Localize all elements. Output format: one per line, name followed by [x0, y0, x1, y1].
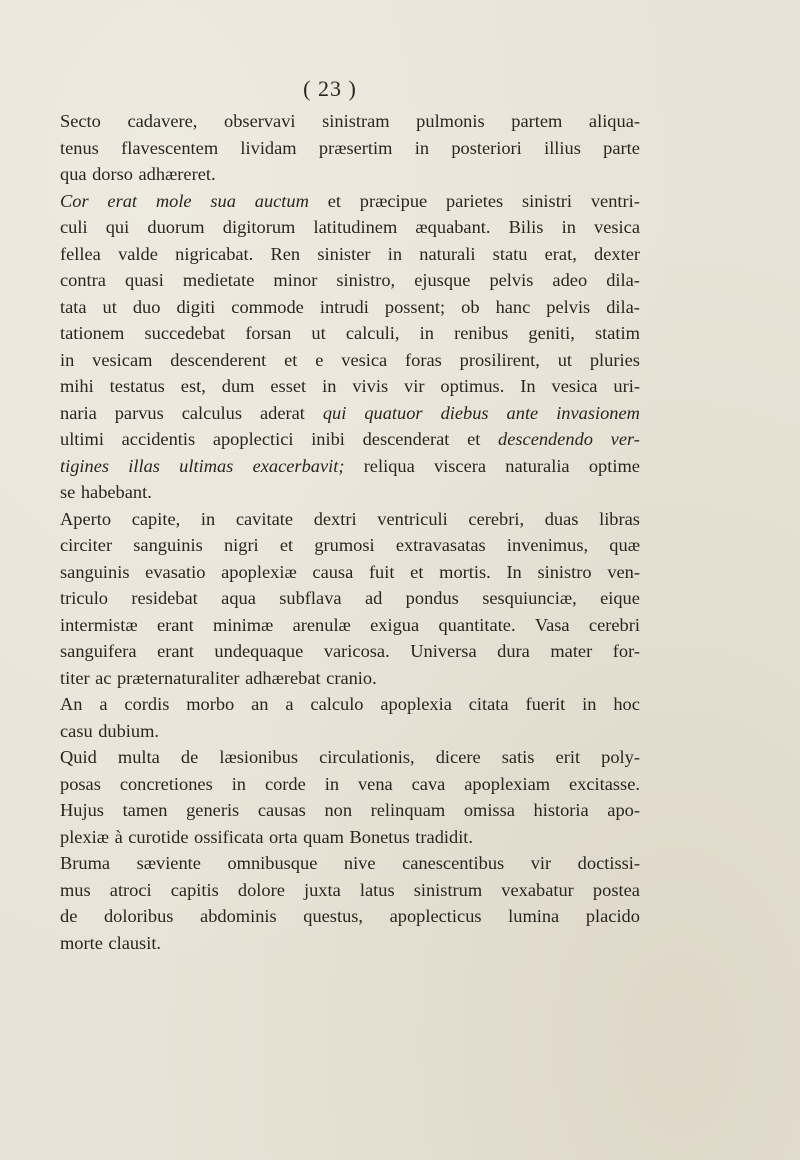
text-line [60, 797, 640, 824]
word: sesquiunciæ, [482, 588, 577, 608]
word: tenus [60, 137, 99, 158]
word: aliqua- [588, 111, 640, 131]
word: Quid [60, 747, 97, 767]
word: descenderat [362, 429, 450, 449]
word: nigricabat. [175, 243, 254, 264]
word: forsan [245, 323, 292, 343]
word: quam [303, 826, 344, 847]
word: vivis [352, 376, 389, 396]
word: circiter [60, 535, 113, 555]
word: corde [264, 773, 306, 794]
word: In [506, 561, 522, 582]
word: vesica [594, 217, 640, 237]
word: dura [497, 641, 530, 661]
word: ultimi [60, 429, 104, 449]
word: evasatio [145, 561, 206, 582]
word: relinquam [370, 800, 446, 820]
word: præternaturaliter [116, 667, 240, 688]
word: curotide [128, 826, 189, 847]
word: concretiones [119, 773, 213, 794]
body-text [60, 108, 640, 956]
word: in [387, 243, 403, 264]
word: prosilirent, [459, 349, 540, 370]
word: cerebri, [468, 508, 525, 529]
word: se [60, 482, 76, 502]
text-line [60, 771, 640, 798]
word: sinistro, [336, 270, 396, 290]
word: quatuor [364, 402, 423, 423]
word: statu [492, 243, 528, 264]
paragraph [60, 108, 640, 188]
word: plexiæ [60, 826, 110, 847]
word: Secto [60, 111, 101, 131]
text-line [60, 930, 640, 957]
word: doloribus [103, 906, 174, 926]
word: apoplecticus [389, 906, 482, 926]
word: pelvis [489, 270, 534, 290]
word: calculi, [345, 323, 400, 343]
word: uri- [613, 376, 640, 396]
word: vir [404, 376, 425, 396]
word: dextri [313, 508, 357, 529]
word: descenderent [170, 349, 267, 370]
word: in [582, 694, 597, 714]
word: exacerbavit; [252, 455, 345, 476]
word: accidentis [121, 429, 196, 449]
word: ad [364, 588, 383, 608]
word: dicere [435, 747, 481, 767]
word: succedebat [144, 323, 226, 343]
word: inibi [311, 429, 345, 449]
text-line [60, 320, 640, 347]
word: clausit. [108, 932, 162, 953]
word: dorso [92, 164, 133, 184]
word: morte [60, 932, 103, 953]
word: tradidit. [415, 826, 474, 847]
word: ut [311, 323, 326, 343]
text-line [60, 877, 640, 904]
word: præcipue [359, 190, 428, 211]
word: pluries [589, 349, 640, 370]
word: posteriori [451, 137, 522, 158]
word: extravasatas [395, 535, 486, 555]
word: ut [557, 349, 573, 370]
word: pondus [405, 588, 459, 608]
word: parte [603, 137, 640, 158]
word: tamen [122, 800, 168, 820]
word: causa [312, 561, 354, 582]
text-line [60, 373, 640, 400]
text-line [60, 585, 640, 612]
word: vesica [551, 376, 598, 396]
word: latitudinem [313, 217, 398, 237]
word: vir [530, 853, 552, 873]
word: erat [107, 190, 138, 211]
word: in [200, 508, 216, 529]
text-line [60, 850, 640, 877]
word: grumosi [314, 535, 375, 555]
word: ultimas [179, 455, 234, 476]
text-line [60, 744, 640, 771]
word: dubium. [98, 720, 159, 741]
word: in [322, 376, 337, 396]
word: ven- [607, 561, 640, 582]
text-line [60, 400, 640, 427]
word: apoplexia [380, 694, 452, 714]
word: ante [506, 402, 539, 423]
word: naturalia [505, 455, 570, 476]
word: naria [60, 402, 97, 423]
word: Bruma [60, 853, 111, 873]
word: est, [180, 376, 206, 396]
word: renibus [454, 323, 509, 343]
word: in [231, 773, 246, 794]
word: postea [592, 879, 640, 900]
word: tationem [60, 323, 125, 343]
word: titer [60, 667, 90, 688]
text-line [60, 506, 640, 533]
word: quasi [125, 270, 164, 290]
word: fuit [368, 561, 395, 582]
word: erat, [544, 243, 577, 264]
word: non [324, 800, 353, 820]
word: digitorum [222, 217, 296, 237]
word: et [467, 429, 481, 449]
word: apoplexiæ [221, 561, 297, 582]
word: dexter [594, 243, 640, 264]
word: dila- [606, 270, 640, 290]
word: et [410, 561, 424, 582]
word: vesicam [92, 349, 153, 370]
word: Universa [410, 641, 477, 661]
word: vexabatur [501, 879, 574, 900]
word: libras [599, 508, 640, 529]
word: mater [550, 641, 593, 661]
word: multa [117, 747, 160, 767]
word: optimus. [440, 376, 505, 396]
word: ver- [610, 429, 640, 449]
word: An [60, 694, 83, 714]
word: exigua [370, 614, 420, 635]
word: adhærebat [245, 667, 321, 688]
word: optime [588, 455, 640, 476]
word: sinister [317, 243, 371, 264]
word: cranio. [326, 667, 377, 688]
word: vesica [341, 349, 388, 370]
word: a [99, 694, 108, 714]
text-line [60, 161, 640, 188]
text-line [60, 347, 640, 374]
paragraph [60, 850, 640, 956]
word: fellea [60, 243, 101, 264]
word: mortis. [439, 561, 491, 582]
word: habebant. [80, 482, 152, 502]
word: in [419, 323, 434, 343]
word: quantitate. [438, 614, 516, 635]
word: residebat [131, 588, 198, 608]
word: adhæreret. [138, 164, 216, 184]
word: culi [60, 217, 88, 237]
word: apo- [607, 800, 640, 820]
word: aderat [259, 402, 305, 423]
word: morbo [186, 694, 235, 714]
word: an [251, 694, 269, 714]
word: invenimus, [506, 535, 589, 555]
text-line [60, 665, 640, 692]
word: in [324, 773, 340, 794]
word: causas [257, 800, 306, 820]
word: esset [270, 376, 307, 396]
word: apoplectici [212, 429, 294, 449]
word: questus, [303, 906, 364, 926]
word: invasionem [556, 402, 640, 423]
word: nigri [223, 535, 259, 555]
word: lumina [508, 906, 560, 926]
word: circulationis, [319, 747, 415, 767]
word: arenulæ [292, 614, 351, 635]
word: descendendo [498, 429, 593, 449]
word: duas [544, 508, 579, 529]
word: ventriculi [377, 508, 448, 529]
word: æquabant. [415, 217, 491, 237]
word: undequaque [214, 641, 304, 661]
word: juxta [303, 879, 341, 900]
word: abdominis [200, 906, 277, 926]
page-number: ( 23 ) [303, 76, 357, 101]
word: ejusque [414, 270, 471, 290]
word: ac [95, 667, 112, 688]
word: sinistram [322, 111, 390, 131]
word: poly- [601, 747, 640, 767]
text-line [60, 612, 640, 639]
word: sua [210, 190, 236, 211]
word: erit [555, 747, 581, 767]
word: Vasa [534, 614, 570, 635]
word: erant [157, 641, 194, 661]
word: quæ [609, 535, 640, 555]
word: valde [118, 243, 158, 264]
word: Aperto [60, 508, 112, 529]
text-line [60, 903, 640, 930]
word: observavi [224, 111, 296, 131]
word: naturali [419, 243, 476, 264]
word: possent; [384, 296, 446, 317]
word: digiti [176, 296, 216, 317]
word: capitis [170, 879, 219, 900]
word: canescentibus [402, 853, 505, 873]
word: cava [411, 773, 446, 794]
word: mihi [60, 376, 94, 396]
word: omissa [463, 800, 515, 820]
word: sanguinis [133, 535, 203, 555]
text-line [60, 188, 640, 215]
text-line [60, 824, 640, 851]
word: intrudi [319, 296, 369, 317]
word: illas [128, 455, 160, 476]
word: fuerit [525, 694, 566, 714]
word: statim [595, 323, 640, 343]
text-line [60, 267, 640, 294]
word: subflava [279, 588, 342, 608]
word: geniti, [528, 323, 575, 343]
word: minimæ [213, 614, 274, 635]
word: duorum [147, 217, 205, 237]
word: viscera [433, 455, 487, 476]
word: satis [501, 747, 535, 767]
word: calculus [181, 402, 242, 423]
word: erant [156, 614, 194, 635]
word: minor [273, 270, 318, 290]
word: eique [600, 588, 640, 608]
word: contra [60, 270, 106, 290]
word: medietate [182, 270, 255, 290]
word: et [279, 535, 294, 555]
text-line [60, 108, 640, 135]
word: mus [60, 879, 91, 900]
word: excitasse. [568, 773, 640, 794]
word: for- [612, 641, 640, 661]
word: casu [60, 720, 93, 741]
word: capite, [131, 508, 181, 529]
word: posas [60, 773, 101, 794]
word: commode [231, 296, 304, 317]
word: latus [359, 879, 395, 900]
word: præsertim [318, 137, 393, 158]
word: sanguinis [60, 561, 130, 582]
word: adeo [552, 270, 588, 290]
word: placido [585, 906, 640, 926]
word: hanc [495, 296, 531, 317]
paragraph [60, 506, 640, 692]
word: intermistæ [60, 614, 138, 635]
word: mole [155, 190, 192, 211]
word: nive [343, 853, 376, 873]
word: et [327, 190, 341, 211]
word: Bilis [508, 217, 544, 237]
word: illius [544, 137, 581, 158]
word: e [315, 349, 324, 370]
word: a [285, 694, 294, 714]
text-line [60, 532, 640, 559]
word: apoplexiam [464, 773, 551, 794]
word: parietes [445, 190, 504, 211]
word: sinistri [521, 190, 573, 211]
word: et [284, 349, 298, 370]
word: pelvis [546, 296, 591, 317]
word: qua [60, 164, 87, 184]
paragraph [60, 691, 640, 744]
word: foras [405, 349, 442, 370]
word: tigines [60, 455, 110, 476]
text-line [60, 135, 640, 162]
word: ut [102, 296, 117, 317]
text-line [60, 241, 640, 268]
text-line [60, 453, 640, 480]
word: sinistro [537, 561, 592, 582]
word: ossificata [194, 826, 264, 847]
word: hoc [613, 694, 640, 714]
word: cordis [124, 694, 170, 714]
word: tata [60, 296, 87, 317]
word: sinistrum [413, 879, 483, 900]
word: varicosa. [323, 641, 390, 661]
word: aqua [221, 588, 256, 608]
word: in [60, 349, 75, 370]
word: pulmonis [416, 111, 485, 131]
word: diebus [440, 402, 489, 423]
word: dum [221, 376, 255, 396]
word: sanguifera [60, 641, 137, 661]
word: auctum [254, 190, 309, 211]
word: omnibusque [227, 853, 318, 873]
word: calculo [310, 694, 364, 714]
word: in [414, 137, 430, 158]
word: qui [105, 217, 130, 237]
text-line [60, 294, 640, 321]
word: in [561, 217, 576, 237]
word: historia [533, 800, 589, 820]
word: testatus [109, 376, 165, 396]
word: triculo [60, 588, 109, 608]
text-line [60, 638, 640, 665]
word: reliqua [363, 455, 415, 476]
word: Ren [270, 243, 301, 264]
word: vena [357, 773, 393, 794]
word: qui [322, 402, 347, 423]
word: sæviente [136, 853, 201, 873]
word: lividam [240, 137, 297, 158]
word: læsionibus [219, 747, 299, 767]
text-line [60, 426, 640, 453]
word: parvus [114, 402, 164, 423]
word: In [520, 376, 536, 396]
word: cerebri [588, 614, 640, 635]
text-line [60, 214, 640, 241]
word: à [114, 826, 123, 847]
word: Bonetus [349, 826, 410, 847]
word: doctissi- [577, 853, 640, 873]
paragraph [60, 744, 640, 850]
word: ventri- [590, 190, 640, 211]
word: cadavere, [127, 111, 198, 131]
word: citata [468, 694, 509, 714]
word: de [60, 906, 78, 926]
word: Hujus [60, 800, 104, 820]
word: orta [269, 826, 298, 847]
word: dolore [237, 879, 285, 900]
word: cavitate [235, 508, 294, 529]
word: generis [186, 800, 240, 820]
text-line [60, 479, 640, 506]
text-line [60, 559, 640, 586]
word: duo [132, 296, 161, 317]
text-line [60, 718, 640, 745]
word: dila- [606, 296, 640, 317]
text-line [60, 691, 640, 718]
word: partem [511, 111, 563, 131]
word: flavescentem [121, 137, 219, 158]
word: de [180, 747, 199, 767]
word: atroci [109, 879, 152, 900]
word: ob [461, 296, 480, 317]
paragraph [60, 188, 640, 506]
word: Cor [60, 190, 89, 211]
